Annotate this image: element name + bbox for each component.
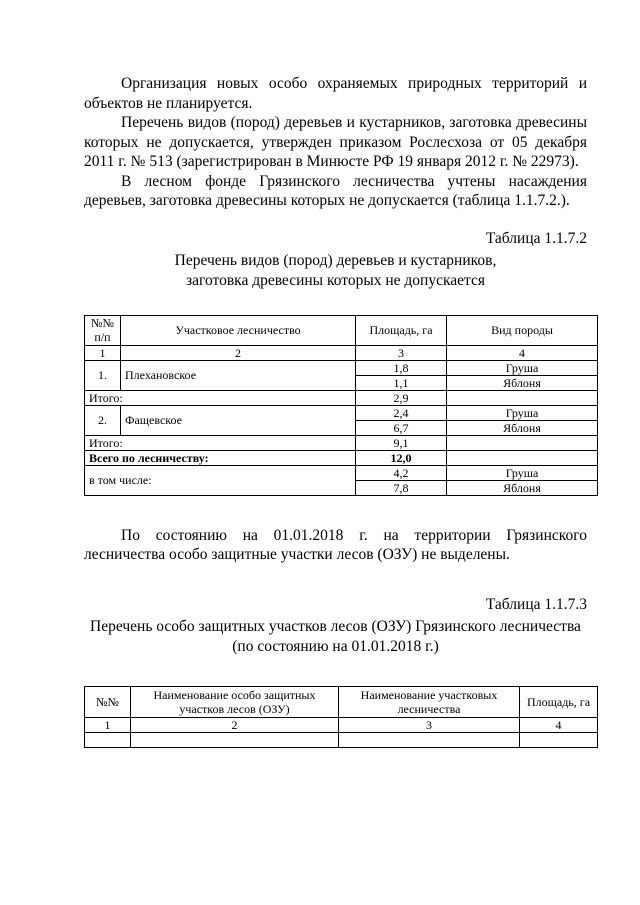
ozu-table [84, 686, 598, 748]
empty-cell [85, 732, 131, 747]
empty-cell [131, 732, 339, 747]
area-cell: 1,1 [356, 375, 447, 390]
paragraph-forest-fund: В лесном фонде Грязинского лесничества учтены насаждения деревьев, заготовка древесины которых не допускается (таблица 1.1.7.2.). [84, 172, 587, 209]
empty-cell [447, 450, 598, 465]
table-colnum-row [85, 345, 598, 360]
grand-total-row [85, 450, 598, 465]
table1-title-line1: Перечень видов (пород) деревьев и кустарников, [174, 251, 497, 269]
colnum-4: 4 [520, 717, 598, 732]
colnum-1: 1 [85, 717, 131, 732]
header-num: №№ [85, 686, 131, 717]
table-colnum-row [85, 717, 598, 732]
species-cell: Груша [447, 405, 598, 420]
area-cell: 4,2 [356, 465, 447, 480]
header-area: Площадь, га [356, 315, 447, 345]
subtotal-label: Итого: [85, 435, 356, 450]
group-num: 1. [85, 360, 121, 390]
paragraph-oopt: Организация новых особо охраняемых природных территорий и объектов не планируется. [84, 75, 587, 112]
header-forestry: Участковое лесничество [121, 315, 356, 345]
table-header-row [85, 315, 598, 345]
area-cell: 2,4 [356, 405, 447, 420]
header-forestry: Наименование участковых лесничества [339, 686, 520, 717]
area-cell: 1,8 [356, 360, 447, 375]
protected-species-table [84, 315, 598, 496]
grand-total-label: Всего по лесничеству: [85, 450, 356, 465]
table1-caption: Таблица 1.1.7.2 [485, 229, 587, 247]
table2-title-line2: (по состоянию на 01.01.2018 г.) [232, 637, 439, 655]
including-label: в том числе: [85, 465, 356, 495]
including-row [85, 465, 598, 480]
area-cell: 7,8 [356, 480, 447, 495]
empty-cell [520, 732, 598, 747]
table-header-row [85, 686, 598, 717]
empty-cell [447, 435, 598, 450]
empty-cell [447, 390, 598, 405]
species-cell: Груша [447, 360, 598, 375]
subtotal-row [85, 390, 598, 405]
table-row [85, 405, 598, 420]
colnum-3: 3 [356, 345, 447, 360]
species-cell: Груша [447, 465, 598, 480]
colnum-3: 3 [339, 717, 520, 732]
header-species: Вид породы [447, 315, 598, 345]
paragraph-species-list: Перечень видов (пород) деревьев и кустарников, заготовка древесины которых не допускается, утвержден приказом Рослесхоза от 05 декабря 2011 г. № 513 (зарегистрирован в Минюсте РФ 19 января 2012 г. № 22973). [84, 114, 587, 170]
table2-caption: Таблица 1.1.7.3 [485, 595, 587, 613]
header-num: №№ п/п [85, 315, 121, 345]
subtotal-row [85, 435, 598, 450]
group-forestry-name: Плехановское [121, 360, 356, 390]
group-forestry-name: Фащевское [121, 405, 356, 435]
subtotal-label: Итого: [85, 390, 356, 405]
header-ozu-name: Наименование особо защитных участков лесов (ОЗУ) [131, 686, 339, 717]
group-num: 2. [85, 405, 121, 435]
subtotal-area: 9,1 [356, 435, 447, 450]
area-cell: 6,7 [356, 420, 447, 435]
species-cell: Яблоня [447, 480, 598, 495]
table-row [85, 360, 598, 375]
colnum-2: 2 [121, 345, 356, 360]
header-area: Площадь, га [520, 686, 598, 717]
species-cell: Яблоня [447, 420, 598, 435]
colnum-2: 2 [131, 717, 339, 732]
species-cell: Яблоня [447, 375, 598, 390]
document-page [84, 74, 591, 748]
colnum-1: 1 [85, 345, 121, 360]
table2-title-line1: Перечень особо защитных участков лесов (ОЗУ) Грязинского лесничества [90, 617, 581, 635]
colnum-4: 4 [447, 345, 598, 360]
subtotal-area: 2,9 [356, 390, 447, 405]
empty-cell [339, 732, 520, 747]
paragraph-ozu-status: По состоянию на 01.01.2018 г. на территории Грязинского лесничества особо защитные участки лесов (ОЗУ) не выделены. [84, 526, 587, 563]
grand-total-area: 12,0 [356, 450, 447, 465]
table1-title-line2: заготовка древесины которых не допускается [185, 271, 485, 289]
table-row [85, 732, 598, 747]
